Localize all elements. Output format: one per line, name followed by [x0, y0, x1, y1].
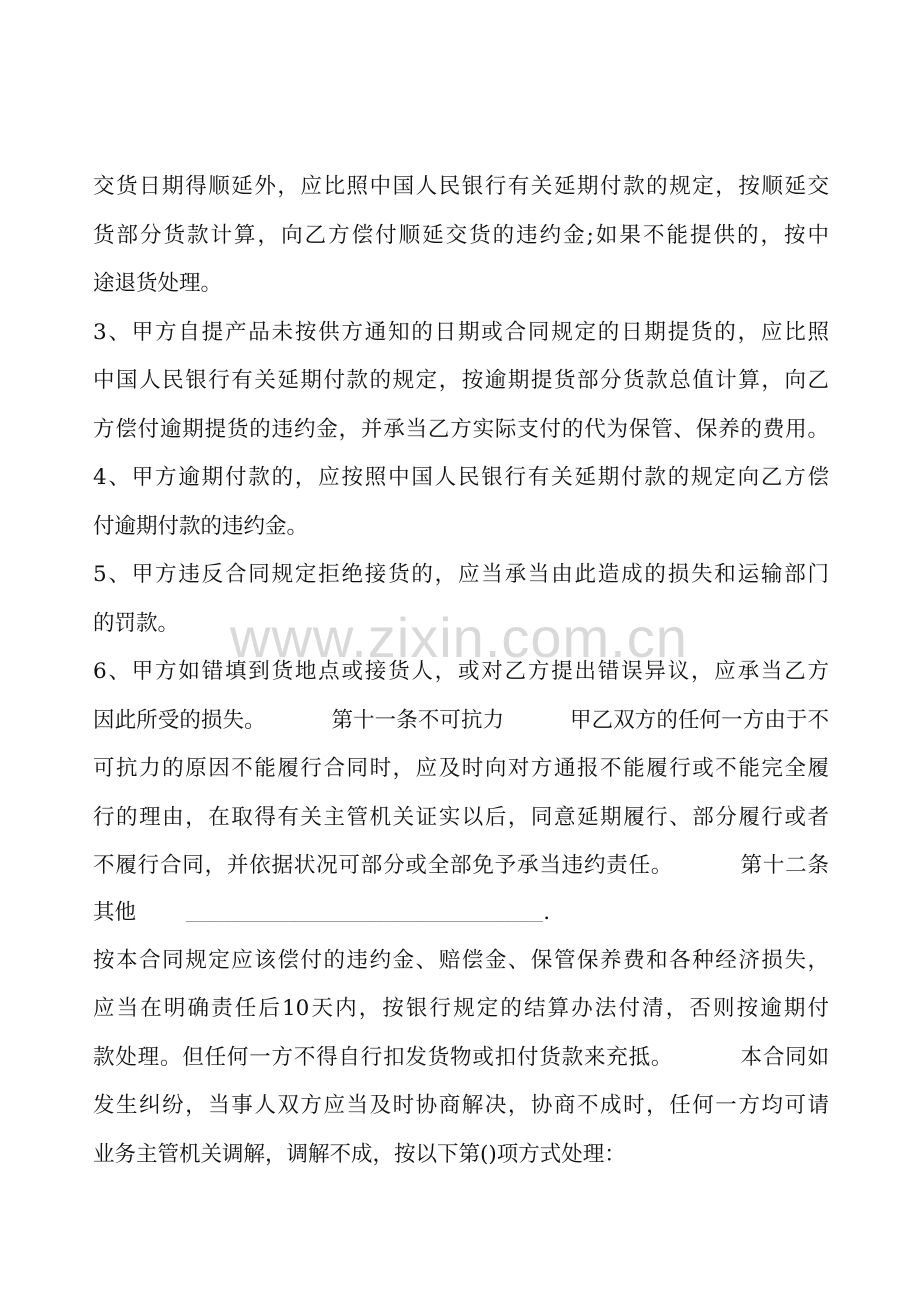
article-11-heading: 第十一条不可抗力: [331, 708, 505, 733]
clause-6-line: 6、甲方如错填到货地点或接货人，或对乙方提出错误异议，应承当乙方: [93, 659, 829, 684]
text-line: 途退货处理。: [93, 271, 223, 296]
text-line: 中国人民银行有关延期付款的规定，按逾期提货部分货款总值计算，向乙: [93, 368, 829, 393]
other-label: 其他: [93, 900, 137, 925]
text-line: 发生纠纷，当事人双方应当及时协商解决，协商不成时，任何一方均可请: [93, 1093, 829, 1118]
article-12-heading: 第十二条: [740, 853, 829, 878]
text-line: 货部分货款计算，向乙方偿付顺延交货的违约金;如果不能提供的，按中: [93, 223, 829, 248]
text-line: 方偿付逾期提货的违约金，并承当乙方实际支付的代为保管、保养的费用。: [93, 417, 829, 442]
fill-blank: ________________________________________________________: [186, 910, 544, 922]
text-line: 行的理由，在取得有关主管机关证实以后，同意延期履行、部分履行或者: [93, 805, 829, 830]
clause-3-line: 3、甲方自提产品未按供方通知的日期或合同规定的日期提货的，应比照: [93, 320, 829, 345]
text-line: 应当在明确责任后10天内，按银行规定的结算办法付清，否则按逾期付: [93, 996, 829, 1021]
text-segment: 款处理。但任何一方不得自行扣发货物或扣付货款来充抵。: [93, 1045, 674, 1070]
text-segment: 甲乙双方的任何一方由于不: [570, 708, 829, 733]
text-segment: 不履行合同，并依据状况可部分或全部免予承当违约责任。: [93, 853, 674, 878]
other-line: [93, 898, 829, 928]
clause-5-line: 5、甲方违反合同规定拒绝接货的，应当承当由此造成的损失和运输部门: [93, 562, 829, 587]
offset-line: [93, 1043, 829, 1073]
text-line: 的罚款。: [93, 611, 180, 636]
text-line: 付逾期付款的违约金。: [93, 514, 309, 539]
text-segment: 因此所受的损失。: [93, 708, 266, 733]
text-line: 业务主管机关调解，调解不成，按以下第()项方式处理：: [93, 1142, 626, 1167]
article-12-line: [93, 851, 829, 881]
line-end: .: [543, 900, 551, 925]
clause-4-line: 4、甲方逾期付款的，应按照中国人民银行有关延期付款的规定向乙方偿: [93, 465, 829, 490]
watermark: www.zixin.com.cn: [230, 606, 688, 669]
text-segment: 本合同如: [740, 1045, 829, 1070]
force-majeure-line: [93, 706, 829, 736]
text-line: 交货日期得顺延外，应比照中国人民银行有关延期付款的规定，按顺延交: [93, 174, 829, 199]
text-line: 可抗力的原因不能履行合同时，应及时向对方通报不能履行或不能完全履: [93, 756, 829, 781]
text-line: 按本合同规定应该偿付的违约金、赔偿金、保管保养费和各种经济损失，: [93, 948, 829, 973]
